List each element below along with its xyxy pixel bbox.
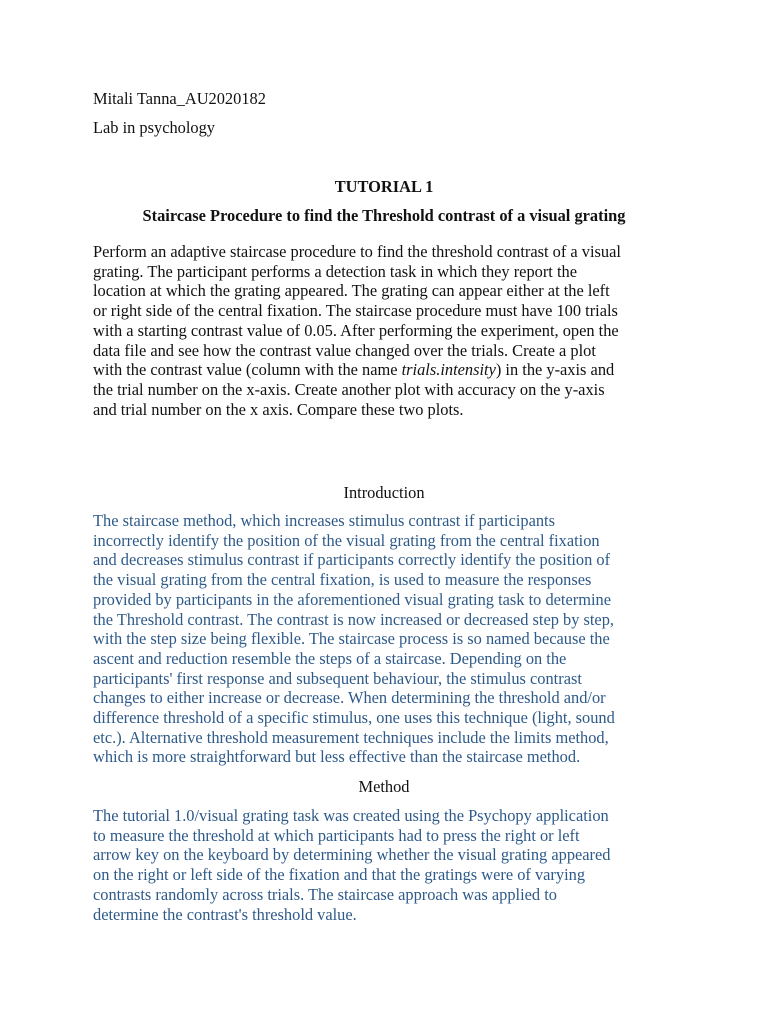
task-line: with a starting contrast value of 0.05. After performing the experiment, open the <box>93 320 619 340</box>
introduction-line: and decreases stimulus contrast if participants correctly identify the position of <box>93 550 611 570</box>
task-line: the trial number on the x-axis. Create another plot with accuracy on the y-axis <box>93 379 605 399</box>
method-line: arrow key on the keyboard by determining whether the visual grating appeared <box>93 845 611 865</box>
task-line: and trial number on the x axis. Compare these two plots. <box>93 399 464 419</box>
task-line: or right side of the central fixation. The staircase procedure must have 100 trials <box>93 301 618 321</box>
introduction-line: the Threshold contrast. The contrast is now increased or decreased step by step, <box>93 609 615 629</box>
introduction-line: incorrectly identify the position of the visual grating from the central fixation <box>93 530 600 550</box>
method-line: contrasts randomly across trials. The staircase approach was applied to <box>93 884 557 904</box>
task-line-with-italic <box>93 360 679 380</box>
task-line-before: with the contrast value (column with the name <box>93 360 402 380</box>
trials-intensity-term: trials.intensity <box>401 360 496 380</box>
document-subtitle: Staircase Procedure to find the Threshold contrast of a visual grating <box>142 206 626 225</box>
task-line: Perform an adaptive staircase procedure to find the threshold contrast of a visual <box>93 242 621 261</box>
method-line: The tutorial 1.0/visual grating task was created using the Psychopy application <box>93 806 609 825</box>
introduction-line: The staircase method, which increases stimulus contrast if participants <box>93 511 555 530</box>
method-line: determine the contrast's threshold value. <box>93 904 357 924</box>
introduction-line: ascent and reduction resemble the steps of a staircase. Depending on the <box>93 648 567 668</box>
task-line-after: ) in the y-axis and <box>495 360 615 380</box>
task-line: grating. The participant performs a detection task in which they report the <box>93 261 577 281</box>
method-paragraph <box>93 806 679 924</box>
introduction-line: which is more straightforward but less effective than the staircase method. <box>93 747 581 767</box>
introduction-line: provided by participants in the aforementioned visual grating task to determine <box>93 589 611 609</box>
method-heading: Method <box>358 777 410 796</box>
task-paragraph <box>93 242 679 419</box>
task-line: data file and see how the contrast value changed over the trials. Create a plot <box>93 340 596 360</box>
introduction-line: changes to either increase or decrease. When determining the threshold and/or <box>93 688 606 708</box>
course-line: Lab in psychology <box>93 118 216 137</box>
introduction-line: difference threshold of a specific stimulus, one uses this technique (light, sound <box>93 708 615 728</box>
method-line: on the right or left side of the fixation and that the gratings were of varying <box>93 865 586 885</box>
introduction-line: the visual grating from the central fixation, is used to measure the responses <box>93 570 592 590</box>
introduction-line: etc.). Alternative threshold measurement techniques include the limits method, <box>93 727 609 747</box>
tutorial-title: TUTORIAL 1 <box>334 177 434 196</box>
introduction-heading: Introduction <box>343 483 425 502</box>
introduction-paragraph <box>93 511 679 767</box>
author-line: Mitali Tanna_AU2020182 <box>93 89 266 108</box>
introduction-line: with the step size being flexible. The staircase process is so named because the <box>93 629 610 649</box>
introduction-line: participants' first response and subsequent behaviour, the stimulus contrast <box>93 668 582 688</box>
method-line: to measure the threshold at which participants had to press the right or left <box>93 825 580 845</box>
task-line: location at which the grating appeared. The grating can appear either at the left <box>93 281 610 301</box>
